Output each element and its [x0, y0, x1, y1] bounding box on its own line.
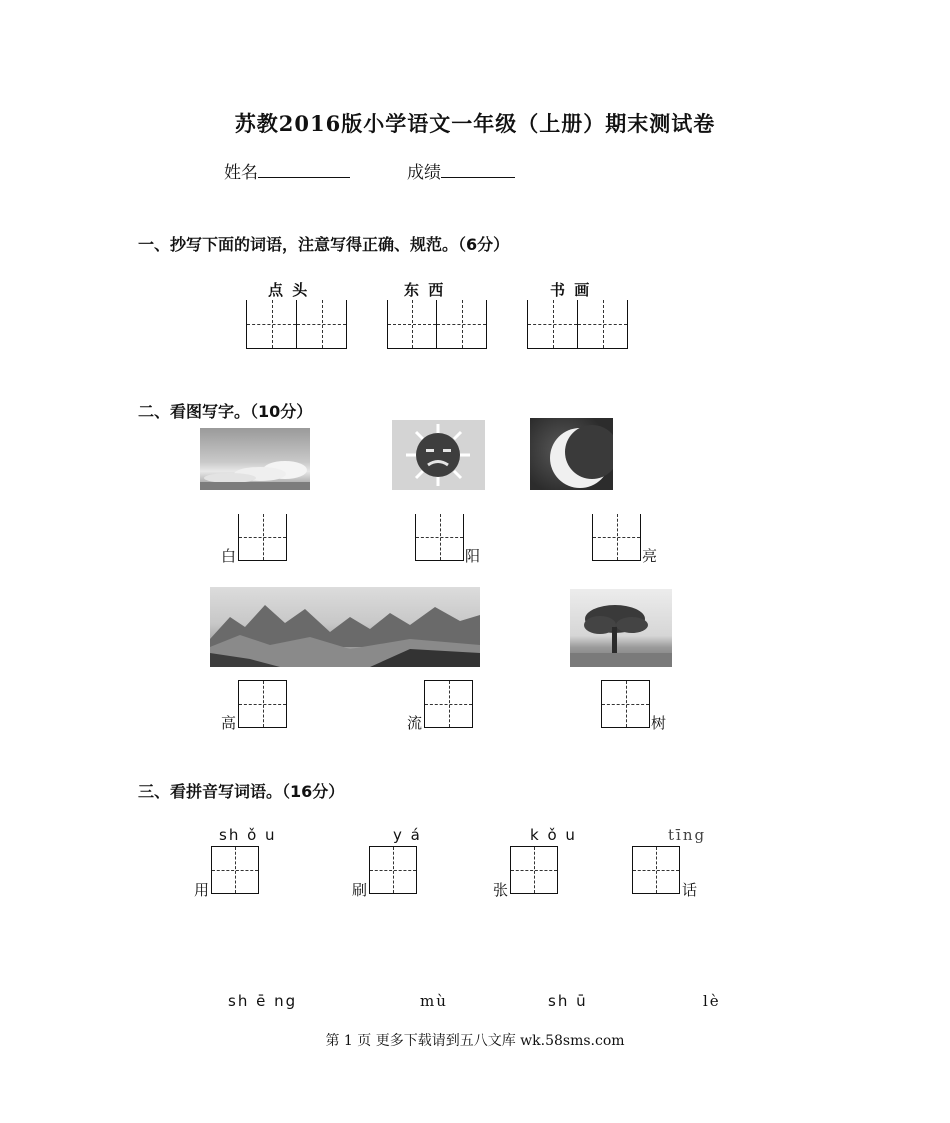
name-label: 姓名: [224, 163, 258, 183]
crescent-moon-icon: [530, 418, 613, 490]
answer-box-liu[interactable]: [424, 680, 473, 728]
pinyin-3: k ǒ u: [530, 826, 577, 844]
hint-char-shua: 刷: [352, 881, 368, 899]
hint-char-yang: 阳: [465, 547, 481, 565]
answer-box-shu[interactable]: [601, 680, 650, 728]
hint-char-bai: 白: [221, 547, 237, 565]
sun-image: [392, 420, 485, 490]
score-blank[interactable]: [441, 161, 515, 178]
clouds-image: [200, 428, 310, 490]
tree-image: [570, 589, 672, 667]
pinyin-7: sh ū: [548, 992, 588, 1010]
pinyin-box-3[interactable]: [510, 846, 558, 894]
page-footer: 第 1 页 更多下载请到五八文库 wk.58sms.com: [325, 1033, 625, 1049]
moon-image: [530, 418, 613, 490]
copy-word-2: 东 西: [404, 281, 446, 299]
copy-word-1: 点 头: [268, 281, 310, 299]
hint-char-shu: 树: [651, 714, 667, 732]
copy-word-3: 书 画: [550, 281, 592, 299]
pinyin-8: lè: [703, 992, 721, 1010]
page-title: 苏教2016版小学语文一年级（上册）期末测试卷: [234, 111, 716, 136]
pinyin-6: mù: [420, 992, 448, 1010]
mountain-river-image: [210, 587, 480, 667]
section-3-heading: 三、看拼音写词语。（16分）: [138, 782, 345, 801]
score-label: 成绩: [407, 163, 441, 183]
hint-char-zhang: 张: [493, 881, 509, 899]
copy-grid-2[interactable]: [387, 300, 487, 349]
name-field: [224, 158, 350, 183]
clouds-icon: [200, 428, 310, 490]
pinyin-box-4[interactable]: [632, 846, 680, 894]
mountain-landscape-icon: [210, 587, 480, 667]
copy-grid-3[interactable]: [527, 300, 628, 349]
score-field: [407, 158, 515, 183]
pinyin-2: y á: [393, 826, 422, 844]
answer-box-gao[interactable]: [238, 680, 287, 728]
pinyin-5: sh ē ng: [228, 992, 298, 1010]
section-1-heading: 一、抄写下面的词语，注意写得正确、规范。（6分）: [138, 235, 510, 254]
hint-char-hua: 话: [682, 881, 698, 899]
copy-grid-1[interactable]: [246, 300, 347, 349]
sun-icon: [392, 420, 485, 490]
hint-char-liang: 亮: [642, 547, 658, 565]
answer-box-liang[interactable]: [592, 514, 641, 561]
pinyin-box-1[interactable]: [211, 846, 259, 894]
hint-char-liu: 流: [407, 714, 423, 732]
name-blank[interactable]: [258, 161, 350, 178]
section-2-heading: 二、看图写字。（10分）: [138, 402, 313, 421]
hint-char-yong: 用: [194, 881, 210, 899]
pinyin-4: tīng: [668, 826, 707, 844]
pinyin-1: sh ǒ u: [219, 826, 277, 844]
hint-char-gao: 高: [221, 714, 237, 732]
answer-box-yang[interactable]: [415, 514, 464, 561]
tree-icon: [570, 589, 672, 667]
answer-box-bai[interactable]: [238, 514, 287, 561]
pinyin-box-2[interactable]: [369, 846, 417, 894]
